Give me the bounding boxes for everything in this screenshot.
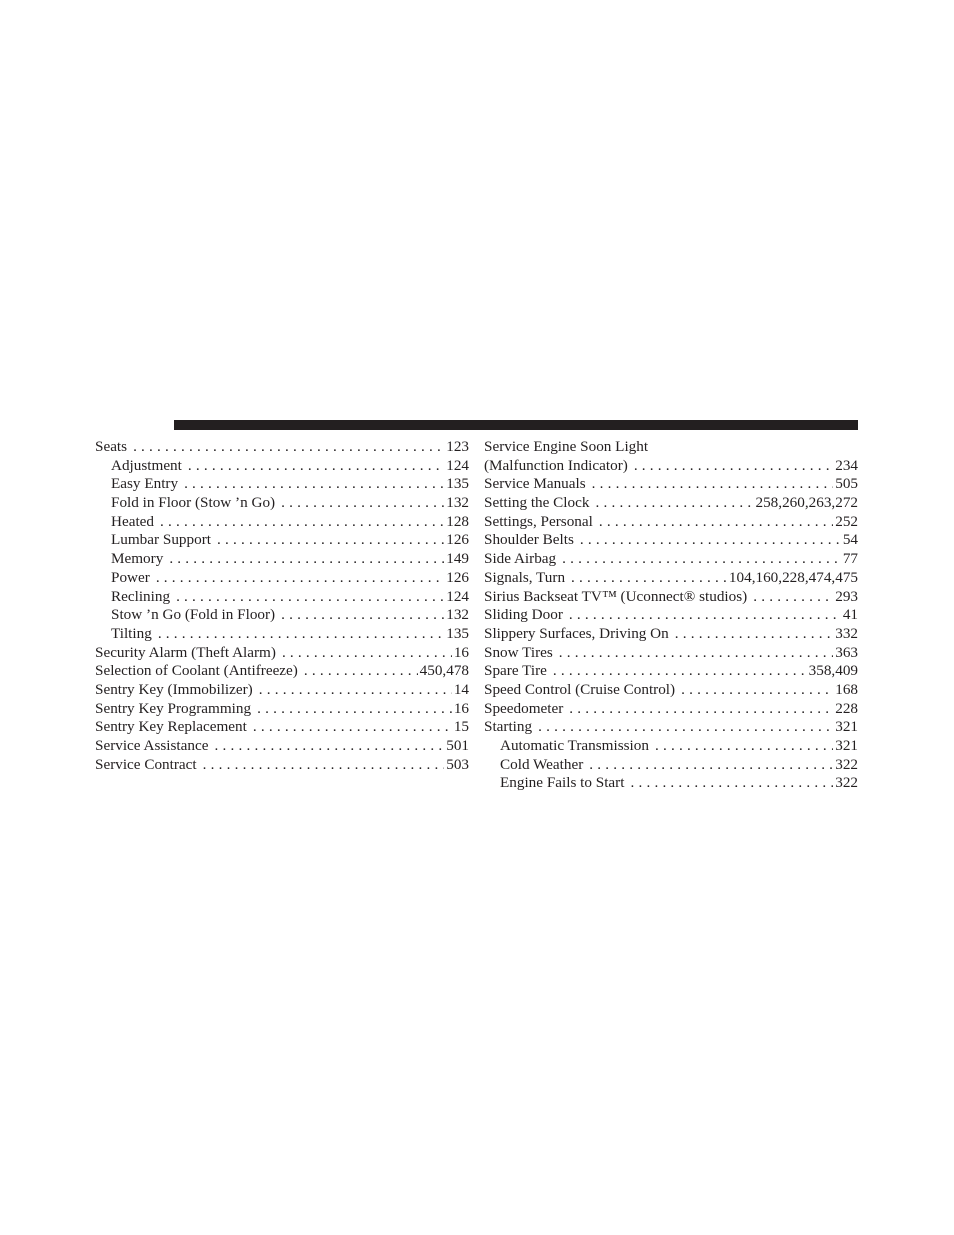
dot-leader	[580, 531, 841, 550]
dot-leader	[538, 718, 833, 737]
index-entry[interactable]	[95, 718, 469, 737]
entry-page: 505	[835, 475, 858, 493]
dot-leader	[156, 569, 444, 588]
index-entry[interactable]	[484, 625, 858, 644]
index-subentry[interactable]	[95, 513, 469, 532]
dot-leader	[259, 681, 452, 700]
index-entry[interactable]	[484, 531, 858, 550]
dot-leader	[176, 588, 444, 607]
entry-label: Reclining	[111, 587, 171, 605]
entry-label: Speedometer	[484, 699, 564, 717]
entry-label: Fold in Floor (Stow ’n Go)	[111, 494, 276, 512]
entry-label: Lumbar Support	[111, 531, 211, 549]
entry-page: 126	[446, 568, 469, 586]
entry-label: Cold Weather	[500, 755, 584, 773]
entry-label: Starting	[484, 718, 533, 736]
dot-leader	[160, 513, 444, 532]
dot-leader	[599, 513, 833, 532]
dot-leader	[253, 718, 452, 737]
dot-leader	[281, 494, 444, 513]
entry-label: Service Assistance	[95, 737, 209, 754]
entry-label: Heated	[111, 512, 155, 530]
dot-leader	[559, 644, 833, 663]
entry-label: Stow ’n Go (Fold in Floor)	[111, 606, 276, 624]
index-entry[interactable]	[484, 588, 858, 607]
entry-page: 168	[835, 680, 858, 698]
entry-page: 132	[446, 494, 469, 512]
entry-page: 321	[835, 737, 858, 754]
dot-leader	[188, 457, 444, 476]
index-entry[interactable]	[484, 644, 858, 663]
index-column-left	[95, 438, 469, 774]
dot-leader	[217, 531, 444, 550]
index-entry[interactable]	[484, 662, 858, 681]
entry-page: 228	[835, 699, 858, 717]
entry-label: Spare Tire	[484, 662, 547, 680]
entry-page: 132	[446, 606, 469, 624]
entry-label: Automatic Transmission	[500, 737, 649, 754]
entry-label: Memory	[111, 550, 164, 568]
entry-label: Sentry Key Replacement	[95, 718, 247, 736]
dot-leader	[681, 681, 833, 700]
entry-page: 252	[835, 512, 858, 530]
index-subentry[interactable]	[95, 550, 469, 569]
entry-page: 128	[446, 512, 469, 530]
entry-label: Security Alarm (Theft Alarm)	[95, 643, 276, 661]
index-subentry[interactable]	[95, 494, 469, 513]
dot-leader	[655, 737, 833, 756]
index-subentry[interactable]	[95, 457, 469, 476]
dot-leader	[214, 737, 444, 756]
dot-leader	[257, 700, 452, 719]
index-entry[interactable]	[484, 606, 858, 625]
entry-page: 41	[842, 606, 858, 624]
dot-leader	[304, 662, 418, 681]
entry-page: 16	[453, 699, 469, 717]
entry-label: Service Manuals	[484, 475, 586, 493]
dot-leader	[753, 588, 833, 607]
entry-page: 321	[835, 718, 858, 736]
entry-page: 77	[842, 550, 858, 568]
dot-leader	[203, 756, 445, 775]
entry-label: Power	[111, 568, 150, 586]
entry-page: 16	[453, 643, 469, 661]
dot-leader	[571, 569, 727, 588]
index-subentry[interactable]	[95, 475, 469, 494]
entry-label: Service Engine Soon Light	[484, 438, 649, 455]
entry-label: Sirius Backseat TV™ (Uconnect® studios)	[484, 587, 748, 605]
dot-leader	[158, 625, 444, 644]
entry-label: Selection of Coolant (Antifreeze)	[95, 662, 298, 680]
entry-label: Signals, Turn	[484, 568, 566, 586]
index-entry[interactable]	[95, 756, 469, 775]
index-subentry[interactable]	[95, 588, 469, 607]
dot-leader	[634, 457, 833, 476]
entry-label: Seats	[95, 438, 128, 455]
index-subentry[interactable]	[484, 774, 858, 793]
dot-leader	[169, 550, 444, 569]
entry-page: 123	[446, 438, 469, 455]
entry-label: Service Contract	[95, 755, 197, 773]
dot-leader	[569, 700, 833, 719]
index-subentry[interactable]	[95, 625, 469, 644]
entry-label: Side Airbag	[484, 550, 557, 568]
index-entry[interactable]	[484, 569, 858, 588]
entry-page: 332	[835, 624, 858, 642]
index-entry[interactable]	[484, 494, 858, 513]
entry-label: Tilting	[111, 624, 152, 642]
index-entry[interactable]	[95, 438, 469, 457]
entry-page: 363	[835, 643, 858, 661]
entry-label: Slippery Surfaces, Driving On	[484, 624, 669, 642]
index-subentry[interactable]	[484, 756, 858, 775]
entry-label: Sentry Key Programming	[95, 699, 252, 717]
index-entry[interactable]	[484, 475, 858, 494]
index-subentry[interactable]	[95, 569, 469, 588]
entry-label: Sliding Door	[484, 606, 563, 624]
entry-page: 135	[446, 624, 469, 642]
dot-leader	[282, 644, 452, 663]
entry-label: Sentry Key (Immobilizer)	[95, 680, 253, 698]
entry-page: 450,478	[419, 662, 469, 680]
index-entry[interactable]	[484, 718, 858, 737]
index-entry[interactable]	[95, 644, 469, 663]
index-entry[interactable]	[484, 438, 858, 457]
dot-leader	[595, 494, 753, 513]
entry-label: Shoulder Belts	[484, 531, 574, 549]
entry-page: 293	[835, 587, 858, 605]
entry-page: 503	[446, 755, 469, 773]
dot-leader	[133, 438, 444, 457]
index-entry[interactable]	[95, 700, 469, 719]
entry-page: 149	[446, 550, 469, 568]
entry-label: Engine Fails to Start	[500, 774, 625, 792]
dot-leader	[630, 774, 833, 793]
entry-label: Snow Tires	[484, 643, 553, 661]
dot-leader	[562, 550, 841, 569]
index-subentry[interactable]	[95, 606, 469, 625]
entry-label: Easy Entry	[111, 475, 179, 493]
index-entry[interactable]	[95, 662, 469, 681]
entry-label: Settings, Personal	[484, 512, 593, 530]
entry-label: Setting the Clock	[484, 494, 590, 512]
entry-page: 14	[453, 680, 469, 698]
dot-leader	[675, 625, 833, 644]
entry-page: 104,160,228,474,475	[728, 568, 858, 586]
entry-page: 322	[835, 755, 858, 773]
entry-page: 124	[446, 587, 469, 605]
entry-page: 358,409	[808, 662, 858, 680]
index-column-right	[484, 438, 858, 793]
dot-leader	[184, 475, 444, 494]
entry-page: 501	[446, 737, 469, 754]
dot-leader	[592, 475, 834, 494]
index-entry[interactable]	[95, 681, 469, 700]
index-subentry[interactable]	[484, 737, 858, 756]
entry-page: 15	[453, 718, 469, 736]
entry-page: 234	[835, 456, 858, 474]
dot-leader	[281, 606, 444, 625]
index-entry[interactable]	[484, 550, 858, 569]
header-rule	[174, 420, 858, 430]
index-subentry[interactable]	[95, 531, 469, 550]
entry-label: Speed Control (Cruise Control)	[484, 680, 676, 698]
entry-page: 258,260,263,272	[755, 494, 858, 512]
dot-leader	[553, 662, 807, 681]
index-entry[interactable]	[484, 457, 858, 476]
index-entry[interactable]	[484, 700, 858, 719]
entry-page: 124	[446, 456, 469, 474]
index-entry[interactable]	[484, 513, 858, 532]
entry-page: 126	[446, 531, 469, 549]
entry-page: 322	[835, 774, 858, 792]
entry-page: 135	[446, 475, 469, 493]
index-entry[interactable]	[95, 737, 469, 756]
dot-leader	[569, 606, 841, 625]
entry-label: Adjustment	[111, 456, 182, 474]
entry-label: (Malfunction Indicator)	[484, 456, 628, 474]
index-entry[interactable]	[484, 681, 858, 700]
dot-leader	[589, 756, 833, 775]
entry-page: 54	[842, 531, 858, 549]
